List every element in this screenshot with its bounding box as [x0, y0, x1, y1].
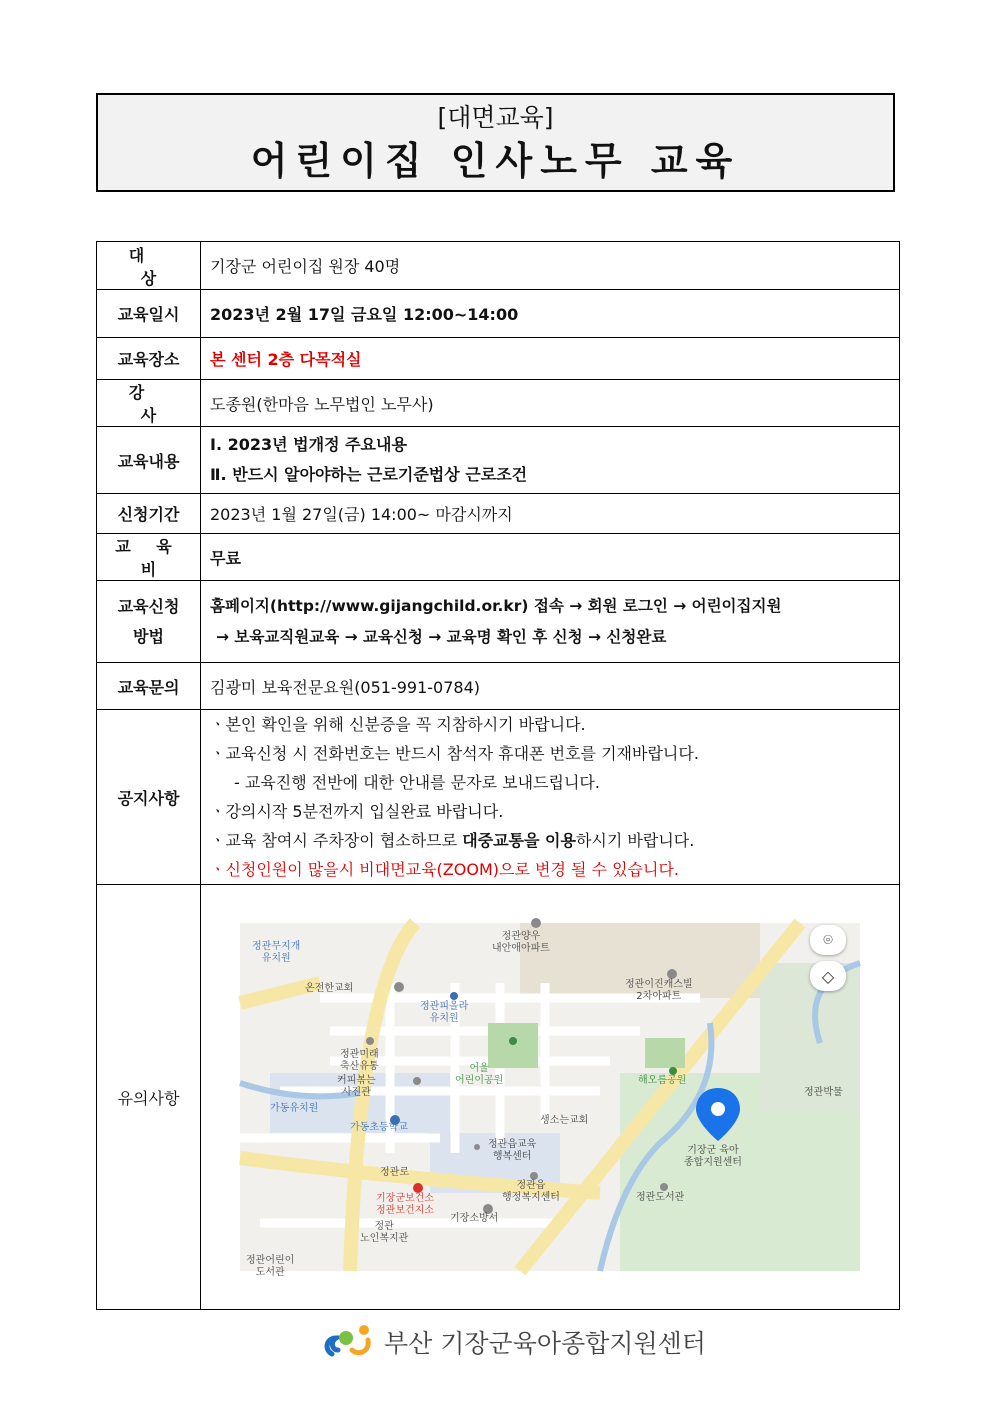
map-label-gadong-kinder: 가동유치원	[270, 1103, 319, 1114]
map-label-eoul-park: 어울 어린이공원	[455, 1063, 504, 1086]
content-line-2: Ⅱ. 반드시 알아야하는 근로기준법상 근로조건	[210, 465, 528, 484]
notice-line-3: - 교육진행 전반에 대한 안내를 문자로 보내드립니다.	[234, 773, 600, 792]
page-title: 어린이집 인사노무 교육	[250, 139, 741, 183]
org-logo	[322, 1320, 706, 1364]
notice-line-5-pre: ㆍ교육 참여시 주차장이 협소하므로	[210, 831, 463, 850]
notice-line-5	[210, 826, 890, 855]
notice-line-1: ㆍ본인 확인을 위해 신분증을 꼭 지참하시기 바랍니다.	[210, 715, 586, 734]
value-period: 2023년 1월 27일(금) 14:00~ 마감시까지	[201, 494, 900, 534]
label-lecturer: 강 사	[128, 383, 181, 425]
map-label-peolla-kinder: 정관피올라 유치원	[420, 1001, 469, 1024]
value-target: 기장군 어린이집 원장 40명	[201, 242, 900, 290]
layers-icon: ◇	[821, 966, 835, 986]
map-layers-button[interactable]	[810, 961, 846, 991]
info-table	[96, 241, 900, 1310]
map-label-child-lib: 정관어린이 도서관	[246, 1255, 295, 1278]
notice-line-5-post: 하시기 바랍니다.	[575, 831, 695, 850]
value-fee: 무료	[201, 534, 900, 581]
row-inquiry	[97, 663, 900, 710]
map-label-museum: 정관박물	[804, 1087, 843, 1098]
value-date: 2023년 2월 17일 금요일 12:00~14:00	[201, 290, 900, 338]
label-notice: 공지사항	[97, 710, 201, 885]
notice-line-5-bold: 대중교통을 이용	[462, 831, 576, 850]
map-label-road: 정관로	[380, 1167, 409, 1178]
row-place	[97, 338, 900, 380]
title-subtitle: [대면교육]	[437, 103, 554, 132]
org-name: 부산 기장군육아종합지원센터	[384, 1329, 706, 1358]
map-label-onjeon-church: 온전한교회	[305, 983, 354, 994]
label-period: 신청기간	[97, 494, 201, 534]
notice-line-6: ㆍ신청인원이 많을시 비대면교육(ZOOM)으로 변경 될 수 있습니다.	[210, 860, 679, 879]
value-lecturer: 도종원(한마음 노무법인 노무사)	[201, 380, 900, 427]
row-notice	[97, 710, 900, 885]
label-content: 교육내용	[97, 427, 201, 494]
apply-line-2: → 보육교직원교육 → 교육신청 → 교육명 확인 후 신청 → 신청완료	[216, 627, 667, 646]
map-label-fire: 기장소방서	[450, 1213, 499, 1224]
map-label-center: 기장군 육아 종합지원센터	[684, 1145, 742, 1168]
row-caution	[97, 885, 900, 1310]
org-logo-icon	[322, 1320, 376, 1364]
label-place: 교육장소	[97, 338, 201, 380]
row-content	[97, 427, 900, 494]
value-place: 본 센터 2층 다목적실	[201, 338, 900, 380]
label-apply-1: 교육신청	[117, 596, 180, 616]
map-label-health: 기장군보건소 정관보건지소	[376, 1193, 434, 1216]
map-graphic	[240, 923, 860, 1271]
label-apply-2: 방법	[133, 626, 164, 646]
map-label-mirae: 정관미래 축산유통	[340, 1049, 379, 1072]
label-caution: 유의사항	[97, 885, 201, 1310]
label-inquiry: 교육문의	[97, 663, 201, 710]
map-label-gadong-school: 가동초등학교	[350, 1122, 408, 1133]
row-period	[97, 494, 900, 534]
apply-line-1: 홈페이지(http://www.gijangchild.or.kr) 접속 → 회원 로그인 → 어린이집지원	[210, 596, 782, 615]
map-label-haeoreum-park: 해오름공원	[638, 1075, 687, 1086]
notice-line-4: ㆍ강의시작 5분전까지 입실완료 바랍니다.	[210, 802, 504, 821]
title-box	[96, 93, 895, 192]
map-label-jingcastle: 정관이진캐스빌 2차아파트	[625, 979, 693, 1002]
map-label-senior: 정관 노인복지관	[360, 1221, 409, 1244]
map-location-button[interactable]	[810, 925, 846, 955]
label-fee: 교 육 비	[115, 537, 182, 579]
row-fee	[97, 534, 900, 581]
row-lecturer	[97, 380, 900, 427]
row-date	[97, 290, 900, 338]
map-label-saengsu-church: 생소는교회	[540, 1115, 589, 1126]
map-label-library: 정관도서관	[636, 1192, 685, 1203]
map-label-coffee: 커피볶는 사진관	[337, 1075, 376, 1098]
location-map[interactable]	[240, 923, 860, 1278]
label-target: 대 상	[128, 245, 181, 288]
row-target	[97, 242, 900, 290]
map-label-rainbow-kinder: 정관무지개 유치원	[252, 941, 301, 964]
row-apply	[97, 581, 900, 663]
map-label-yangwoo: 정관양우 내안애아파트	[492, 931, 550, 954]
notice-line-2: ㆍ교육신청 시 전화번호는 반드시 참석자 휴대폰 번호를 기재바랍니다.	[210, 744, 699, 763]
map-label-edu-center: 정관읍교육 행복센터	[488, 1139, 537, 1162]
content-line-1: Ⅰ. 2023년 법개정 주요내용	[210, 435, 407, 454]
map-pin-icon: ⌾	[823, 930, 833, 949]
map-label-office: 정관읍 행정복지센터	[502, 1180, 560, 1203]
value-inquiry: 김광미 보육전문요원(051-991-0784)	[201, 663, 900, 710]
label-date: 교육일시	[97, 290, 201, 338]
